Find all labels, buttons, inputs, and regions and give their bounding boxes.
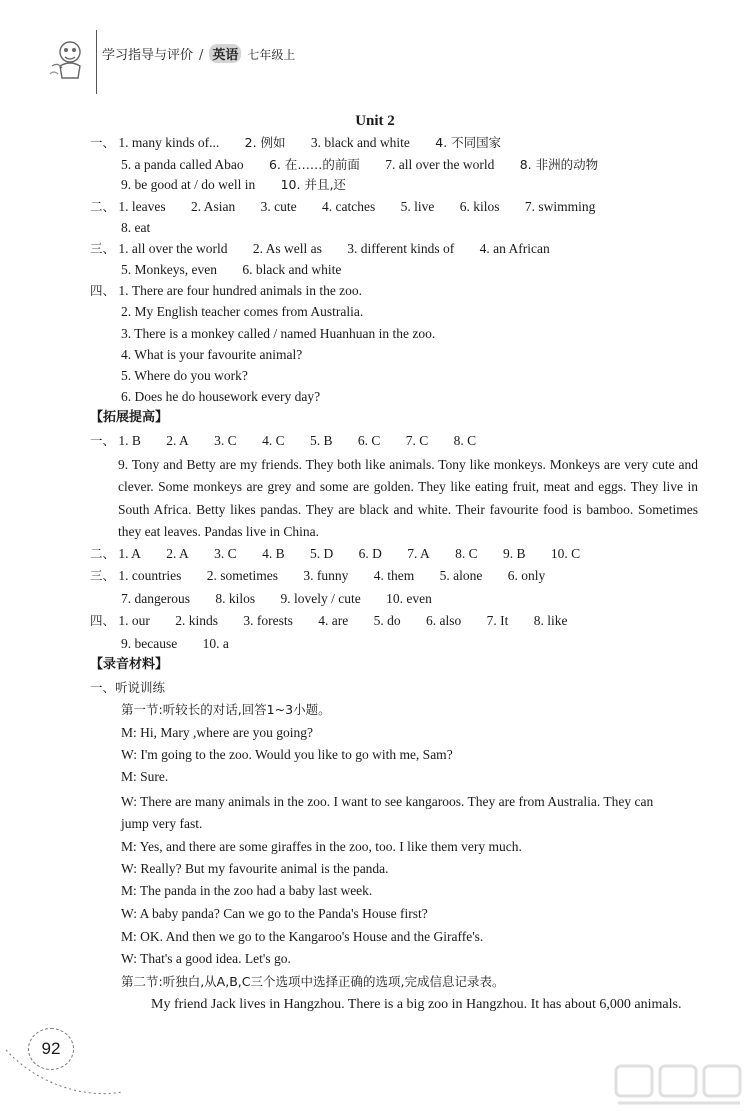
- answer-item: 5. live: [400, 199, 435, 214]
- answer-item: 10. 并且,还: [280, 177, 346, 192]
- answer-item: 3. C: [214, 546, 237, 561]
- answer-item: 2. Asian: [191, 199, 236, 214]
- answer-item: 5. D: [309, 546, 334, 561]
- section-label: 三、: [90, 568, 116, 583]
- dialogue-line: W: A baby panda? Can we go to the Panda's House first?: [121, 906, 428, 921]
- answer-item: 6. black and white: [242, 262, 342, 277]
- ext-part3-row-2: [121, 589, 432, 609]
- header-title: 学习指导与评价 / 英语 七年级上: [102, 44, 295, 63]
- ext-part4-row-1: [90, 611, 568, 631]
- answer-item: 3. black and white: [310, 135, 410, 150]
- extension-heading: 【拓展提高】: [90, 410, 169, 425]
- sentence: 1. There are four hundred animals in the zoo.: [118, 283, 363, 298]
- answer-item: 3. forests: [243, 613, 293, 628]
- answer-item: 5. do: [373, 613, 401, 628]
- section-label: 二、: [90, 546, 116, 561]
- answer-item: 10. C: [550, 546, 581, 561]
- dialogue-line: W: I'm going to the zoo. Would you like to go with me, Sam?: [121, 747, 453, 762]
- part1-row-2: [121, 155, 598, 175]
- answer-item: 1. our: [118, 613, 150, 628]
- answer-item: 5. Monkeys, even: [121, 262, 217, 277]
- page-number: 92: [28, 1028, 74, 1070]
- section-label: 一、: [90, 433, 116, 448]
- mascot-logo-icon: [48, 36, 88, 82]
- answer-item: 2. sometimes: [206, 568, 279, 583]
- part4-item: 4. What is your favourite animal?: [121, 347, 303, 362]
- answer-item: 7. It: [486, 613, 509, 628]
- answer-item: 7. C: [405, 433, 429, 448]
- dialogue-line: W: That's a good idea. Let's go.: [121, 951, 291, 966]
- answer-item: 7. A: [407, 546, 430, 561]
- section-label: 四、: [90, 283, 116, 298]
- unit-title: Unit 2: [355, 113, 395, 129]
- dialogue-line: M: OK. And then we go to the Kangaroo's House and the Giraffe's.: [121, 929, 484, 944]
- section-label: 一、: [90, 135, 116, 150]
- answer-item: 8. like: [533, 613, 568, 628]
- part2-row-2: [121, 218, 150, 238]
- answer-item: 9. B: [502, 546, 526, 561]
- answer-item: 4. them: [373, 568, 415, 583]
- page-header: [44, 30, 444, 90]
- part4-item: 5. Where do you work?: [121, 368, 248, 383]
- answer-item: 8. C: [453, 433, 477, 448]
- section-label: 三、: [90, 241, 116, 256]
- answer-item: 8. kilos: [215, 591, 256, 606]
- part3-row-1: [90, 239, 550, 259]
- ext-part1-row: [90, 431, 476, 451]
- watermark-logo-icon: [614, 1062, 744, 1107]
- dialogue-line: M: Sure.: [121, 769, 169, 784]
- part4-item: 3. There is a monkey called / named Huanhuan in the zoo.: [121, 326, 436, 341]
- answer-item: 4. C: [262, 433, 285, 448]
- answer-item: 4. are: [318, 613, 349, 628]
- answer-item: 8. C: [455, 546, 478, 561]
- part3-row-2: [121, 260, 341, 280]
- answer-item: 1. A: [118, 546, 141, 561]
- answer-item: 1. all over the world: [118, 241, 228, 256]
- answer-item: 4. 不同国家: [435, 135, 502, 150]
- answer-item: 2. As well as: [252, 241, 322, 256]
- answer-item: 2. A: [166, 546, 189, 561]
- dialogue-line: jump very fast.: [121, 816, 203, 831]
- ext-part4-row-2: [121, 634, 229, 654]
- answer-item: 1. countries: [118, 568, 182, 583]
- ext-part2-row: [90, 544, 580, 564]
- answer-item: 1. B: [118, 433, 141, 448]
- dialogue-line: W: Really? But my favourite animal is the panda.: [121, 861, 389, 876]
- section-label: 二、: [90, 199, 116, 214]
- section2-intro: 第二节:听独白,从A,B,C三个选项中选择正确的选项,完成信息记录表。: [121, 974, 505, 989]
- answer-item: 6. 在……的前面: [268, 157, 360, 172]
- answer-item: 8. eat: [121, 220, 151, 235]
- answer-item: 3. funny: [303, 568, 349, 583]
- dialogue-line: M: Yes, and there are some giraffes in the zoo, too. I like them very much.: [121, 839, 522, 854]
- answer-item: 5. a panda called Abao: [121, 157, 244, 172]
- section2-text: My friend Jack lives in Hangzhou. There is a big zoo in Hangzhou. It has about 6,000 animals.: [151, 997, 682, 1012]
- answer-item: 3. C: [214, 433, 237, 448]
- section-label: 四、: [90, 613, 116, 628]
- answer-item: 9. be good at / do well in: [121, 177, 256, 192]
- subject-badge: 英语: [209, 44, 241, 63]
- answer-item: 7. all over the world: [385, 157, 495, 172]
- answer-item: 4. an African: [479, 241, 550, 256]
- part1-row-3: [121, 175, 346, 195]
- essay-paragraph: 9. Tony and Betty are my friends. They both like animals. Tony like monkeys. Monkeys are very cute and clever. Some monkeys are grey and some are golden. They like eating fruit, meat and eggs. They live in South Africa. Betty likes pandas. They are black and white. Their favourite food is bamboo. Sometimes they eat leaves. Pandas live in China.: [118, 457, 698, 539]
- answer-item: 8. 非洲的动物: [519, 157, 599, 172]
- recording-subheading: 一、听说训练: [90, 680, 166, 695]
- part4-item: 2. My English teacher comes from Australia.: [121, 304, 364, 319]
- grade-label: 七年级上: [247, 48, 296, 62]
- answer-item: 6. D: [358, 546, 382, 561]
- dialogue-line: W: There are many animals in the zoo. I want to see kangaroos. They are from Australia. They can: [121, 794, 654, 809]
- answer-item: 10. even: [386, 591, 432, 606]
- part4-item: 6. Does he do housework every day?: [121, 389, 321, 404]
- answer-item: 6. kilos: [459, 199, 500, 214]
- ext-part3-row-1: [90, 566, 545, 586]
- answer-item: 4. catches: [322, 199, 376, 214]
- part4-item: [90, 281, 362, 301]
- answer-item: 2. A: [166, 433, 189, 448]
- answer-item: 3. cute: [260, 199, 297, 214]
- part2-row-1: [90, 197, 595, 217]
- answer-item: 4. B: [262, 546, 285, 561]
- answer-item: 5. B: [309, 433, 333, 448]
- answer-item: 1. leaves: [118, 199, 166, 214]
- dialogue-line: M: The panda in the zoo had a baby last week.: [121, 883, 373, 898]
- answer-item: 3. different kinds of: [347, 241, 455, 256]
- recording-heading: 【录音材料】: [90, 657, 169, 672]
- answer-item: 9. lovely / cute: [280, 591, 361, 606]
- answer-item: 10. a: [202, 636, 229, 651]
- answer-item: 7. swimming: [524, 199, 596, 214]
- book-title: 学习指导与评价: [102, 48, 194, 63]
- header-divider: [96, 30, 97, 94]
- answer-item: 9. because: [121, 636, 178, 651]
- answer-item: 6. C: [357, 433, 381, 448]
- answer-item: 2. kinds: [175, 613, 219, 628]
- answer-item: 6. only: [507, 568, 546, 583]
- answer-item: 2. 例如: [244, 135, 286, 150]
- answer-item: 7. dangerous: [121, 591, 190, 606]
- part1-row-1: [90, 133, 501, 153]
- answer-item: 6. also: [426, 613, 462, 628]
- section1-intro: 第一节:听较长的对话,回答1~3小题。: [121, 702, 331, 717]
- answer-item: 1. many kinds of...: [118, 135, 220, 150]
- dialogue-line: M: Hi, Mary ,where are you going?: [121, 725, 313, 740]
- answer-item: 5. alone: [439, 568, 483, 583]
